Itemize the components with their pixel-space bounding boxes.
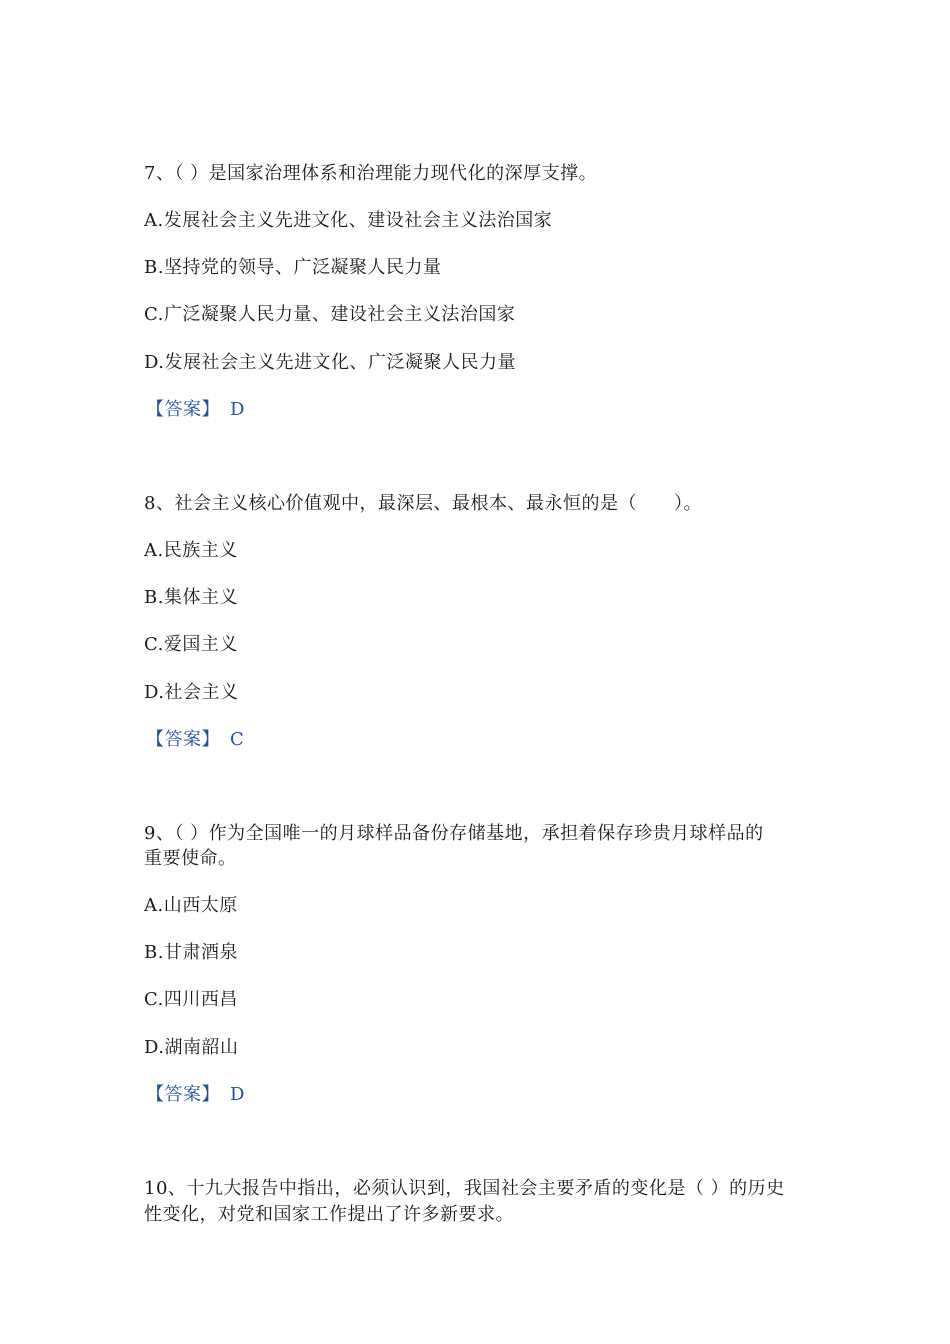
question-7-stem: 7、（ ）是国家治理体系和治理能力现代化的深厚支撑。 (144, 163, 598, 184)
question-9-answer (146, 1083, 245, 1107)
answer-key: D (230, 1084, 245, 1105)
answer-key: D (230, 399, 245, 420)
question-7-option-c: C.广泛凝聚人民力量、建设社会主义法治国家 (144, 304, 516, 325)
question-9-option-c: C.四川西昌 (144, 989, 238, 1010)
question-8-option-b: B.集体主义 (144, 587, 238, 608)
question-7-option-d: D.发展社会主义先进文化、广泛凝聚人民力量 (144, 352, 517, 373)
question-10-stem-line-2: 性变化，对党和国家工作提出了许多新要求。 (144, 1204, 514, 1225)
question-8-option-d: D.社会主义 (144, 682, 239, 703)
question-10-stem-line-1: 10、十九大报告中指出，必须认识到，我国社会主要矛盾的变化是（ ）的历史 (144, 1178, 785, 1199)
question-7-answer (146, 398, 245, 422)
answer-label: 【答案】 (146, 1084, 220, 1105)
question-9-stem-line-1: 9、（ ）作为全国唯一的月球样品备份存储基地，承担着保存珍贵月球样品的 (144, 823, 764, 844)
answer-key: C (230, 729, 245, 750)
question-8-option-a: A.民族主义 (144, 540, 238, 561)
question-8-answer (146, 728, 244, 752)
question-8-stem: 8、社会主义核心价值观中，最深层、最根本、最永恒的是（ ）。 (144, 493, 702, 514)
question-9-option-b: B.甘肃酒泉 (144, 942, 238, 963)
question-9-option-a: A.山西太原 (144, 895, 238, 916)
question-9-option-d: D.湖南韶山 (144, 1037, 239, 1058)
question-8-option-c: C.爱国主义 (144, 634, 238, 655)
question-7-option-a: A.发展社会主义先进文化、建设社会主义法治国家 (144, 210, 553, 231)
answer-label: 【答案】 (146, 399, 220, 420)
question-9-stem-line-2: 重要使命。 (144, 848, 237, 869)
question-7-option-b: B.坚持党的领导、广泛凝聚人民力量 (144, 257, 442, 278)
answer-label: 【答案】 (146, 729, 220, 750)
